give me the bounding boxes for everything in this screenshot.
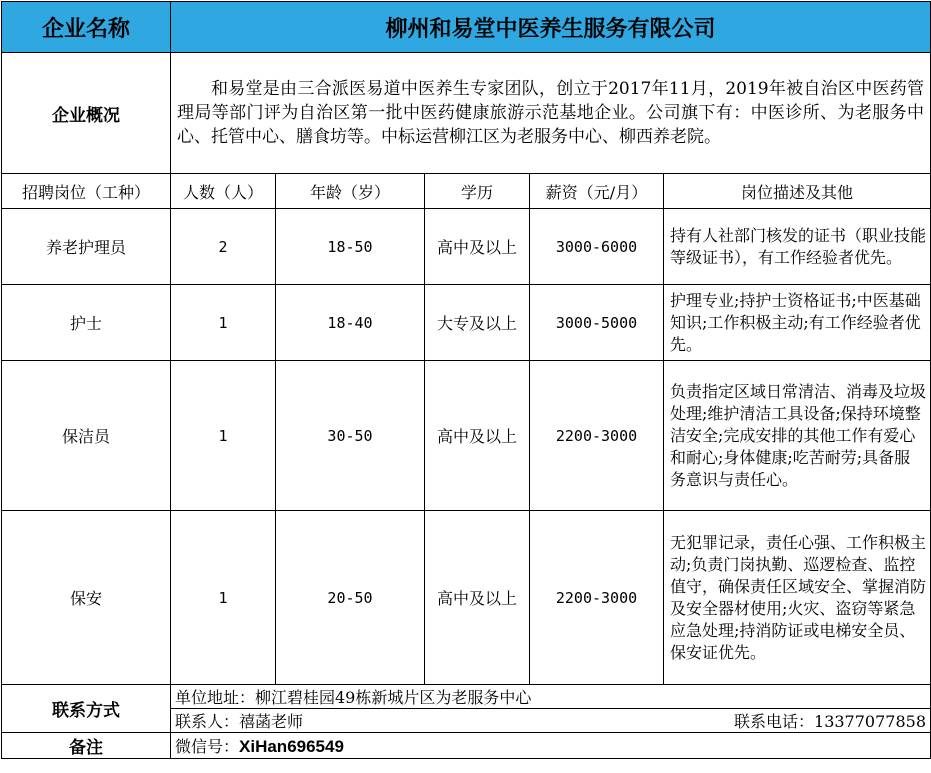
job-salary: 3000-5000 [530,285,664,361]
wechat-id: XiHan696549 [239,737,344,756]
column-header: 岗位描述及其他 [664,174,931,209]
column-header: 年龄（岁） [276,174,425,209]
job-education: 高中及以上 [425,361,530,511]
contact-address-row [2,685,931,709]
wechat-cell [171,733,931,759]
company-name: 柳州和易堂中医养生服务有限公司 [171,2,931,53]
recruitment-table [1,1,931,759]
column-header: 招聘岗位（工种） [2,174,171,209]
contact-person: 联系人：禧菡老师 [175,712,304,731]
job-education: 高中及以上 [425,209,530,285]
job-salary: 2200-3000 [530,361,664,511]
table-row [2,285,931,361]
job-description: 无犯罪记录，责任心强、工作积极主动;负责门岗执勤、巡逻检查、监控值守，确保责任区域安全、掌握消防及安全器材使用;火灾、盗窃等紧急应急处理;持消防证或电梯安全员、保安证优先。 [664,511,931,685]
job-salary: 3000-6000 [530,209,664,285]
job-title: 保安 [2,511,171,685]
table-row [2,511,931,685]
job-age: 30-50 [276,361,425,511]
overview-label: 企业概况 [2,53,171,174]
job-count: 2 [171,209,276,285]
job-age: 18-50 [276,209,425,285]
contact-label: 联系方式 [2,685,171,733]
contact-phone: 联系电话：13377077858 [734,712,926,731]
company-name-row [2,2,931,53]
company-name-label: 企业名称 [2,2,171,53]
job-age: 20-50 [276,511,425,685]
column-header: 薪资（元/月） [530,174,664,209]
job-description: 护理专业;持护士资格证书;中医基础知识;工作积极主动;有工作经验者优先。 [664,285,931,361]
job-description: 持有人社部门核发的证书（职业技能等级证书），有工作经验者优先。 [664,209,931,285]
job-age: 18-40 [276,285,425,361]
contact-address: 单位地址：柳江碧桂园49栋新城片区为老服务中心 [171,685,931,709]
column-header: 人数（人） [171,174,276,209]
overview-row [2,53,931,174]
table-row [2,361,931,511]
table-row [2,209,931,285]
overview-text: 和易堂是由三合派医易道中医养生专家团队，创立于2017年11月，2019年被自治区中医药管理局等部门评为自治区第一批中医药健康旅游示范基地企业。公司旗下有：中医诊所、为老服务中心、托管中心、膳食坊等。中标运营柳江区为老服务中心、柳西养老院。 [171,53,931,174]
job-title: 护士 [2,285,171,361]
job-education: 大专及以上 [425,285,530,361]
job-description: 负责指定区域日常清洁、消毒及垃圾处理;维护清洁工具设备;保持环境整洁安全;完成安排的其他工作有爱心和耐心;身体健康;吃苦耐劳;具备服务意识与责任心。 [664,361,931,511]
job-title: 保洁员 [2,361,171,511]
job-count: 1 [171,285,276,361]
column-header-row [2,174,931,209]
remark-label: 备注 [2,733,171,759]
remark-row [2,733,931,759]
contact-person-cell [171,709,931,733]
column-header: 学历 [425,174,530,209]
job-education: 高中及以上 [425,511,530,685]
job-salary: 2200-3000 [530,511,664,685]
job-title: 养老护理员 [2,209,171,285]
job-count: 1 [171,511,276,685]
wechat-prefix: 微信号： [175,737,240,756]
job-count: 1 [171,361,276,511]
